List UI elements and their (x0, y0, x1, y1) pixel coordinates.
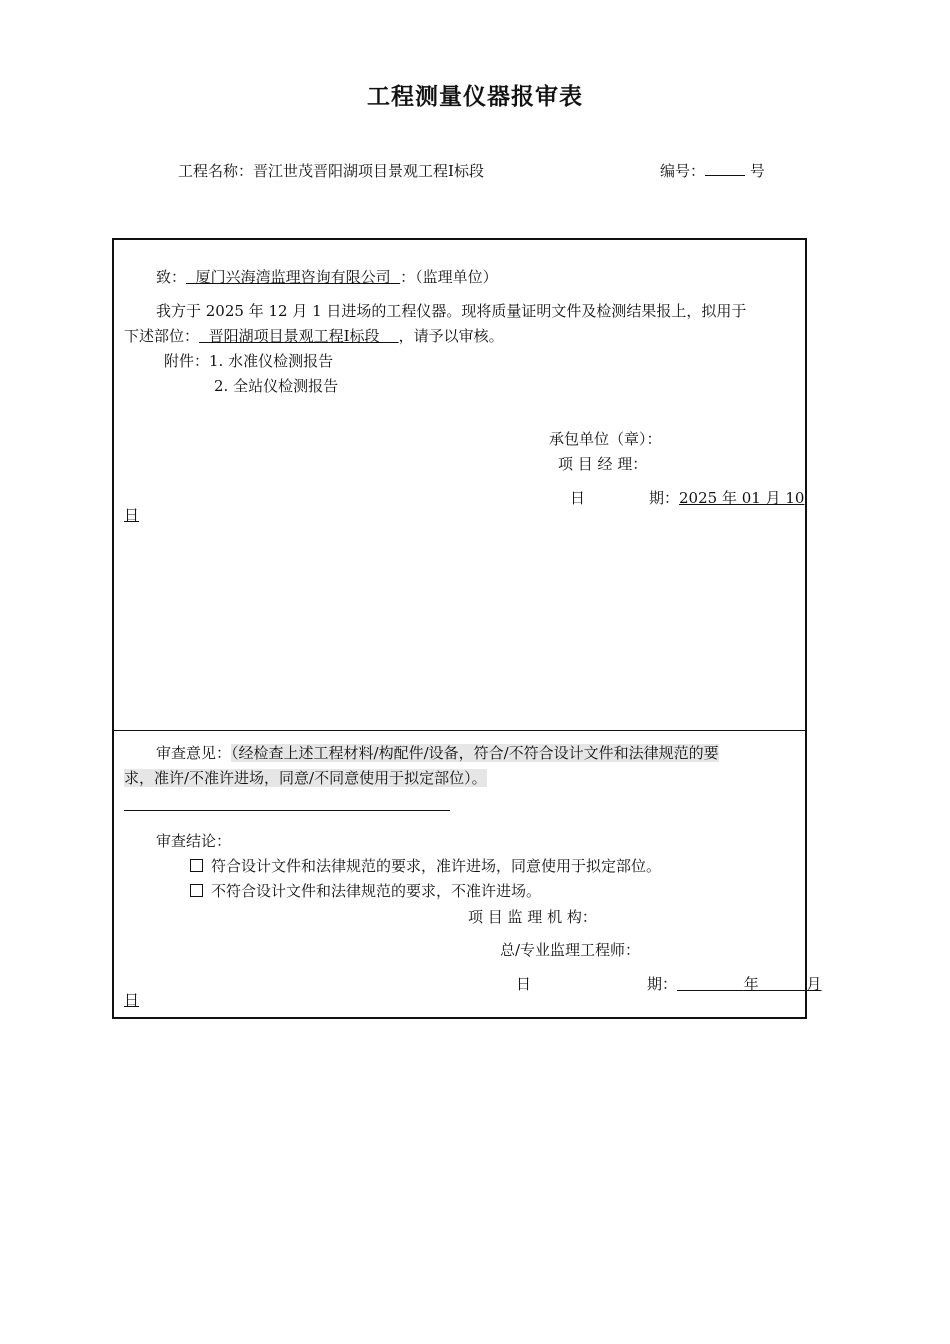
supervising-engineer-label: 总/专业监理工程师： (500, 941, 641, 959)
contractor-label: 承包单位（章）： (549, 430, 662, 448)
form-table (112, 238, 822, 1019)
to-org[interactable]: 厦门兴海湾监理咨询有限公司 (195, 268, 391, 286)
conclusion-option-approve: 符合设计文件和法律规范的要求，准许进场，同意使用于拟定部位。 (190, 856, 661, 876)
approve-checkbox[interactable] (190, 859, 203, 872)
to-suffix: ：（监理单位） (400, 268, 498, 286)
opinion-text[interactable]: （经检查上述工程材料/构配件/设备，符合/不符合设计文件和法律规范的要 (231, 744, 719, 762)
submission-date-label: 日 (570, 489, 586, 507)
attachment-item: 2. 全站仪检测报告 (214, 377, 339, 395)
conclusion-label: 审查结论： (156, 832, 232, 850)
conclusion-option-reject: 不符合设计文件和法律规范的要求，不准许进场。 (190, 881, 541, 901)
submission-date-tail: 日 (124, 506, 140, 524)
submission-date-line: 期：2025 年 01 月 10 (649, 489, 805, 507)
opinion-label: 审查意见： (156, 744, 232, 762)
project-name: 晋江世茂晋阳湖项目景观工程Ⅰ标段 (253, 162, 484, 180)
addressee-line (156, 267, 498, 287)
document-number-line (660, 160, 765, 181)
attach-label: 附件： (164, 352, 210, 370)
opinion-blank-line[interactable] (124, 810, 450, 811)
body-line-1: 我方于 2025 年 12 月 1 日进场的工程仪器。现将质量证明文件及检测结果报上，拟用于 (156, 302, 747, 320)
review-opinion-line-1 (156, 743, 719, 763)
number-suffix: 号 (749, 162, 765, 180)
attachment-item: 1. 水准仪检测报告 (209, 352, 334, 370)
supervision-org-label: 项 目 监 理 机 构： (468, 908, 597, 926)
body-line-2: 下述部位： 晋阳湖项目景观工程Ⅰ标段 ，请予以审核。 (124, 327, 504, 345)
review-date-label: 日 (516, 975, 532, 993)
body-location[interactable]: 晋阳湖项目景观工程Ⅰ标段 (208, 327, 380, 345)
submission-date-value[interactable]: 2025 年 01 月 10 (679, 489, 805, 507)
review-date-line: 期： 年 月 (647, 975, 822, 993)
reject-checkbox[interactable] (190, 884, 203, 897)
page-title: 工程测量仪器报审表 (367, 84, 583, 110)
review-date-tail: 日 (124, 991, 140, 1009)
project-name-line (178, 160, 484, 181)
number-label: 编号： (660, 162, 706, 180)
to-label: 致： (156, 268, 187, 286)
project-label: 工程名称： (178, 162, 254, 180)
review-date-field[interactable]: 年 月 (743, 975, 822, 993)
review-opinion-line-2 (124, 768, 487, 788)
attachments (164, 351, 333, 371)
opinion-text[interactable]: 求，准许/不准许进场，同意/不同意使用于拟定部位）。 (124, 769, 487, 787)
number-field[interactable] (705, 161, 745, 176)
project-manager-label: 项 目 经 理： (558, 455, 648, 473)
section-divider (114, 730, 805, 731)
